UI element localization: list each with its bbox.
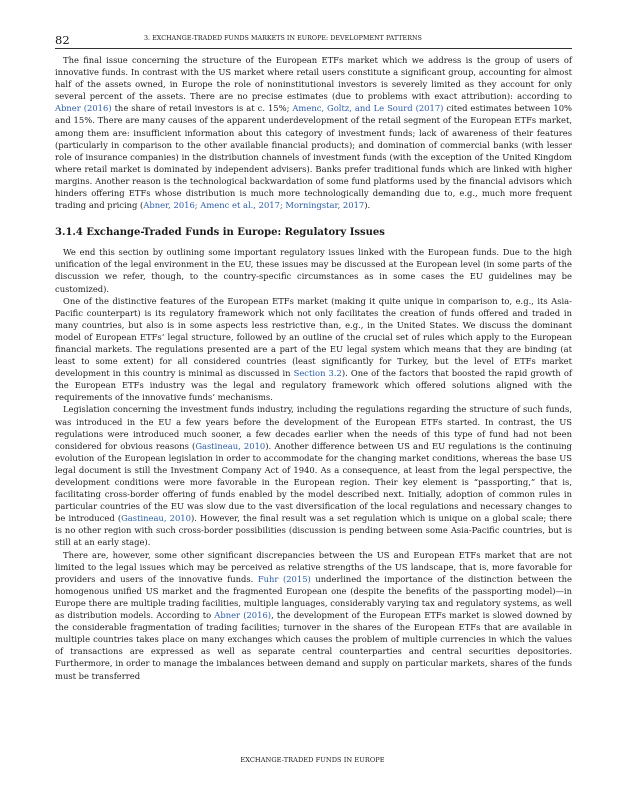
paragraph-text: underlined the importance of the distinction between the homogenous unified US market and the fragmented European one (despite the benefits of the passporting model)—in Europe there are multiple trading facilities, multiple languages, considerably varying tax and regulatory systems, as well as distribution models. According to [55, 573, 572, 621]
paragraph-text: ). However, the final result was a set regulation which is unique on a global scale; there is no other region with such cross-border possibilities (discussion is pending between some Asia-Pacific countries, but is still at an early stage). [55, 513, 572, 548]
citation-link[interactable]: Gastineau, 2010 [121, 513, 191, 524]
running-head: 3. EXCHANGE-TRADED FUNDS MARKETS IN EUROPE: DEVELOPMENT PATTERNS [144, 35, 422, 42]
page-footer: EXCHANGE-TRADED FUNDS IN EUROPE [240, 756, 385, 764]
paragraph [55, 295, 572, 404]
citation-link[interactable]: Gastineau, 2010 [195, 440, 266, 451]
paragraph [55, 403, 572, 548]
citation-link[interactable]: Abner (2016) [55, 103, 112, 114]
header-rule [55, 48, 572, 49]
paragraph-text: There are, however, some other significant discrepancies between the US and European ETFs market that are not limited to the legal issues which may be perceived as relative strengths of the US landscape, that is, more favorable for providers and users of the innovative funds. [55, 549, 572, 584]
intro-paragraphs [55, 54, 572, 211]
paragraph-text: cited estimates between 10% and 15%. There are many causes of the apparent underdevelopment of the retail segment of the European ETFs market, among them are: insufficient information about this category of investment funds; lack of awareness of their features (particularly in comparison to the other available financial products); and domination of commercial banks (with lesser role of insurance companies) in the distribution channels of investment funds (with the exception of the United Kingdom where retail market is dominated by independent advisers). Banks prefer traditional funds which are linked with higher margins. Another reason is the technological backwardation of some fund platforms used by the financial advisors which hinders offering ETFs whose distribution is much more technologically demanding due to, e.g., much more frequent trading and pricing ( [55, 103, 572, 211]
paragraph-text: the share of retail investors is at c. 15%; [111, 103, 293, 114]
paragraph-text: The final issue concerning the structure of the European ETFs market which we address is the group of users of innovative funds. In contrast with the US market where retail users constitute a significant group, accounting for almost half of the assets owned, in Europe the role of noninstitutional investors is severely limited as they account for only several percent of the assets. There are no precise estimates (due to problems with exact attribution): according to [55, 55, 572, 102]
paragraph-text: ). One of the factors that boosted the rapid growth of the European ETFs industry was the legal and regulatory framework which offered solutions aligned with the requirements of the innovative funds’ mechanisms. [55, 368, 572, 403]
paragraph [55, 54, 572, 211]
page-number: 82 [55, 33, 70, 47]
paragraph-text: , the development of the European ETFs market is slowed downed by the considerable fragmentation of trading facilities; turnover in the shares of the European ETFs that are available in multiple countries takes place on many exchanges which causes the problem of multiple currencies in which the values of transactions are expressed as well as separate central counterparties and central securities depositories. Furthermore, in order to manage the imbalances between demand and supply on particular markets, shares of the funds must be transferred [55, 610, 572, 681]
paragraph [55, 549, 572, 682]
page-header [55, 33, 572, 47]
citation-link[interactable]: Abner, 2016; Amenc et al., 2017; Morningstar, 2017 [143, 200, 365, 211]
paragraph-text: We end this section by outlining some important regulatory issues linked with the European funds. Due to the high unification of the legal environment in the EU, these issues may be discussed at the European level (in some parts of the discussion we refer, though, to the country-specific circumstances as in some cases the EU guidelines may be customized). [55, 247, 572, 294]
section-spacer [55, 211, 572, 226]
paragraph-text: ). [364, 200, 371, 211]
section-heading: 3.1.4 Exchange-Traded Funds in Europe: Regulatory Issues [55, 227, 385, 239]
citation-link[interactable]: Amenc, Goltz, and Le Sourd (2017) [292, 103, 444, 114]
citation-link[interactable]: Section 3.2 [293, 368, 342, 379]
paragraph-text: ). Another difference between US and EU regulations is the continuing evolution of the European legislation in order to accommodate for the changing market conditions, whereas the base US legal document is still the Investment Company Act of 1940. As a consequence, at least from the legal perspective, the development conditions were more favorable in the European region. Their key element is “passporting,” that is, facilitating cross-border offering of funds enabled by the model described next. Initially, adoption of common rules in particular countries of the EU was slow due to the vast diversification of the local regulations and necessary changes to be introduced ( [55, 440, 573, 524]
section-paragraphs [55, 246, 572, 681]
paragraph-text: One of the distinctive features of the European ETFs market (making it quite unique in comparison to, e.g., its Asia-Pacific counterpart) is its regulatory framework which not only facilitates the creation of funds offered and traded in many countries, but also is in some aspects less restrictive than, e.g., in the United States. We discuss the dominant model of European ETFs’ legal structure, followed by an outline of the crucial set of rules which apply to the European financial markets. The regulations presented are a part of the EU legal system which means that they are binding (at least to some extent) for all considered countries (least significantly for Turkey, but the level of ETFs market development in this country is minimal as discussed in [55, 295, 572, 379]
paragraph-text: Legislation concerning the investment funds industry, including the regulations regarding the structure of such funds, was introduced in the EU a few years before the development of the European ETFs started. In contrast, the US regulations were introduced much sooner, a few decades earlier when the needs of this type of fund had not been considered for obvious reasons ( [55, 404, 572, 451]
citation-link[interactable]: Abner (2016) [214, 610, 272, 621]
paragraph [55, 246, 572, 294]
citation-link[interactable]: Fuhr (2015) [257, 573, 311, 584]
body-text [55, 54, 572, 682]
